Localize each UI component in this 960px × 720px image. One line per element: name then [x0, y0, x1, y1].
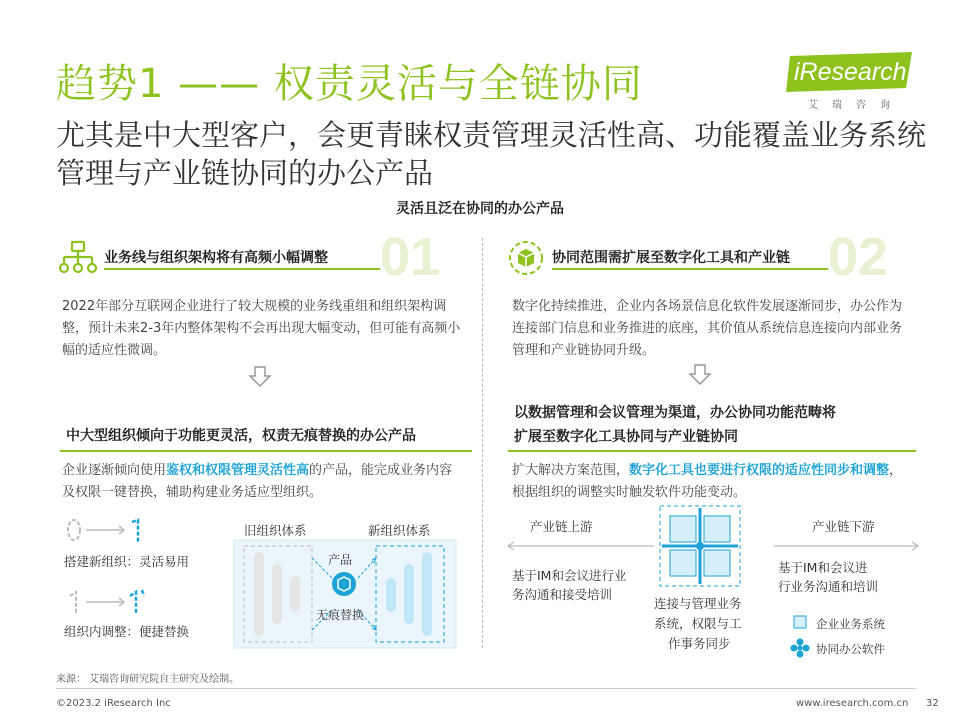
right-heading: 协同范围需扩展至数字化工具和产业链 — [552, 250, 790, 266]
left-p2-pre: 企业逐渐倾向使用 — [62, 463, 167, 478]
iresearch-logo — [786, 52, 916, 112]
right-sub-heading-2: 扩展至数字化工具协同与产业链协同 — [514, 429, 738, 445]
downstream-label: 产业链下游 — [812, 519, 875, 534]
old-system-label: 旧组织体系 — [244, 523, 307, 538]
right-paragraph-2 — [512, 460, 910, 504]
upstream-label: 产业链上游 — [530, 519, 593, 534]
column-divider — [482, 238, 483, 648]
copyright: ©2023.2 iResearch Inc — [56, 698, 171, 709]
right-text-1: 基于IM和会议进 — [778, 560, 868, 575]
left-text-1: 基于IM和会议进行业 — [512, 568, 627, 583]
right-sub-underline — [508, 450, 916, 452]
left-heading: 业务线与组织架构将有高频小幅调整 — [104, 250, 328, 266]
logo-cn-text: 艾瑞咨询 — [808, 100, 904, 111]
right-number: 02 — [828, 227, 889, 287]
zero-to-one-icon — [64, 516, 154, 546]
left-sub-heading: 中大型组织倾向于功能更灵活，权责无痕替换的办公产品 — [66, 428, 416, 444]
source-note: 来源： 艾瑞咨询研究院自主研究及绘制。 — [56, 674, 240, 685]
center-text-2: 系统，权限与工 — [654, 616, 742, 631]
product-label: 产品 — [328, 553, 353, 567]
left-sub-underline — [60, 450, 472, 452]
legend-1: 企业业务系统 — [816, 617, 885, 631]
right-p2-post: ，根据组织的调整实时触发软件功能变动。 — [512, 463, 903, 500]
right-p2-highlight: 数字化工具也要进行权限的适应性同步和调整 — [629, 463, 890, 478]
new-system-label: 新组织体系 — [368, 523, 431, 538]
left-p2-post: 的产品，能完成业务内容及权限一键替换，辅助构建业务适应型组织。 — [62, 463, 453, 500]
logo-text: iResearch — [794, 58, 907, 86]
legend-cross-icon — [790, 638, 810, 658]
center-text-1: 连接与管理业务 — [654, 596, 742, 611]
down-arrow-icon — [688, 364, 712, 386]
right-heading-underline — [552, 268, 828, 270]
right-paragraph: 数字化持续推进，企业内各场景信息化软件发展逐渐同步，办公作为连接部门信息和业务推进的底座，其价值从系统信息连接向内部业务管理和产业链协同升级。 — [512, 299, 903, 358]
page-title: 趋势1 —— 权责灵活与全链协同 — [56, 61, 643, 107]
one-to-one-icon — [64, 588, 154, 618]
legend-2: 协同办公软件 — [816, 642, 885, 656]
label-adjust: 组织内调整：便捷替换 — [64, 624, 190, 639]
left-number: 01 — [380, 227, 441, 287]
left-paragraph-2 — [62, 460, 462, 504]
footer-url[interactable]: www.iresearch.com.cn — [796, 698, 909, 709]
right-p2-pre: 扩大解决方案范围， — [512, 463, 630, 478]
footer-rule — [56, 688, 916, 689]
section-heading: 灵活且泛在协同的办公产品 — [396, 201, 564, 217]
cube-gear-icon — [508, 240, 544, 276]
legend-square-icon — [792, 614, 808, 630]
org-chart-icon — [58, 240, 98, 276]
down-arrow-icon — [248, 366, 272, 388]
left-p2-highlight: 鉴权和权限管理灵活性高 — [166, 463, 310, 478]
page-number: 32 — [926, 698, 939, 709]
label-build-new: 搭建新组织：灵活易用 — [64, 554, 190, 569]
left-text-2: 务沟通和接受培训 — [512, 587, 613, 602]
right-text-2: 行业务沟通和培训 — [778, 579, 879, 594]
left-paragraph: 2022年部分互联网企业进行了较大规模的业务线重组和组织架构调整，预计未来2-3年内整体架构不会再出现大幅变动，但可能有高频小幅的适应性微调。 — [62, 299, 461, 358]
page-subtitle: 尤其是中大型客户，会更青睐权责管理灵活性高、功能覆盖业务系统管理与产业链协同的办公产品 — [56, 118, 927, 190]
right-sub-heading-1: 以数据管理和会议管理为渠道，办公协同功能范畴将 — [514, 405, 836, 421]
center-text-3: 作事务同步 — [668, 636, 731, 651]
left-heading-underline — [104, 268, 380, 270]
seamless-label: 无痕替换 — [316, 608, 365, 622]
